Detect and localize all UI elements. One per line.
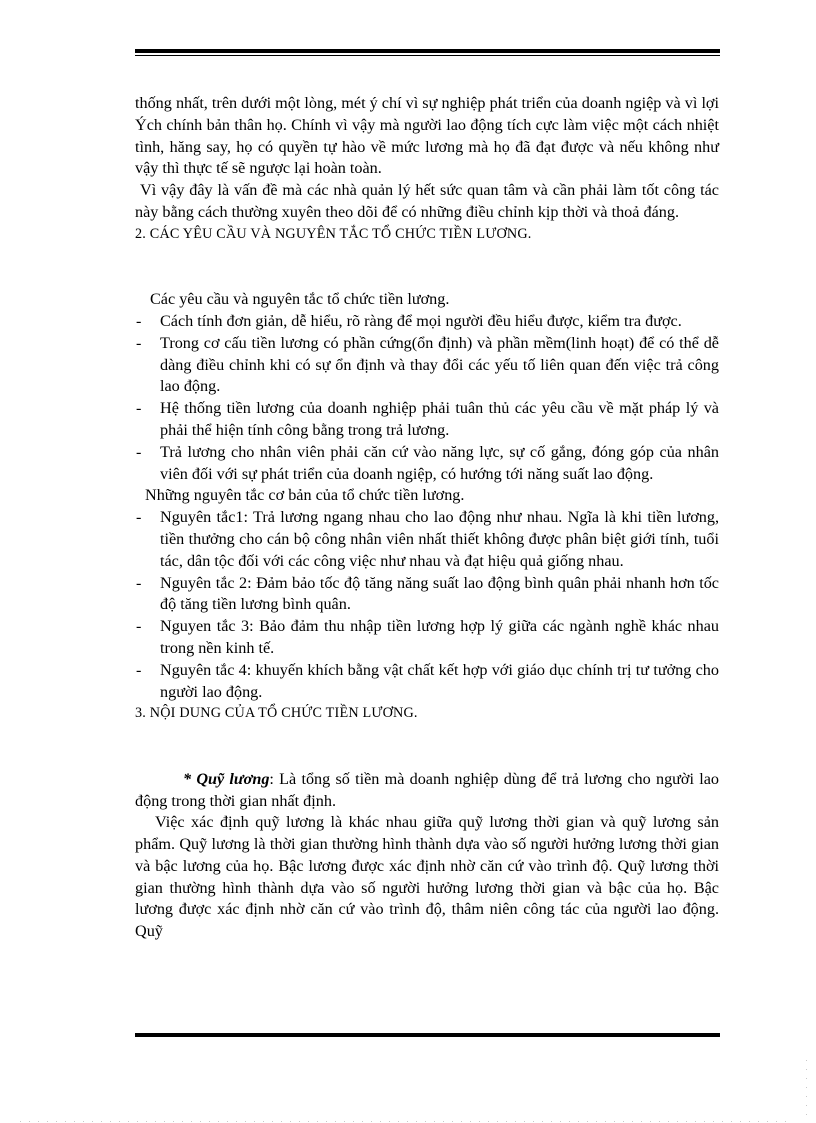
footer-rule xyxy=(135,1031,720,1037)
list-item: - Nguyên tắc 2: Đảm bảo tốc độ tăng năng suất lao động bình quân phải nhanh hơn tốc độ tăng tiền lương bình quân. xyxy=(135,573,719,617)
list-item: - Nguyen tắc 3: Bảo đảm thu nhập tiền lương hợp lý giữa các ngành nghề khác nhau trong nền kinh tế. xyxy=(135,616,719,660)
spacer xyxy=(135,725,719,747)
fund-definition-paragraph xyxy=(135,769,719,813)
header-rule xyxy=(135,47,720,56)
list-item: - Nguyên tắc 4: khuyến khích bằng vật chất kết hợp với giáo dục chính trị tư tưởng cho người lao động. xyxy=(135,660,719,704)
paragraph: Việc xác định quỹ lương là khác nhau giữa quỹ lương thời gian và quỹ lương sản phẩm. Quỹ lương là thời gian thường hình thành dựa vào số người hưởng lương thời gian và bậc lương của họ. Bậc lương được xác định nhờ căn cứ vào trình độ. Quỹ lương thời gian thường hình thành dựa vào số người hưởng lương thời gian và bậc của họ. Bậc lương được xác định nhờ căn cứ vào trình độ, thâm niên công tác của người lao động. Quỹ xyxy=(135,813,719,941)
principles-intro: Những nguyên tắc cơ bản của tổ chức tiền lương. xyxy=(145,486,465,505)
requirements-intro: Các yêu cầu và nguyên tắc tổ chức tiền lương. xyxy=(150,290,450,309)
list-item: - Trả lương cho nhân viên phải căn cứ vào năng lực, sự cố gắng, đóng góp của nhân viên đối với sự phát triển của doanh ngiệp, có hướng tới năng suất lao động. xyxy=(135,442,719,486)
section-2-heading: 2. CÁC YÊU CẦU VÀ NGUYÊN TẮC TỔ CHỨC TIỀN LƯƠNG. xyxy=(135,225,532,242)
list-item: - Cách tính đơn giản, dễ hiểu, rõ ràng để mọi người đều hiểu được, kiểm tra được. xyxy=(135,311,719,333)
paragraph: thống nhất, trên dưới một lòng, mét ý chí vì sự nghiệp phát triển của doanh ngiệp và vì lợi Ých chính bản thân họ. Chính vì vậy mà người lao động tích cực làm việc một cách nhiệt tình, hăng say, họ có quyền tự hào về mức lương mà họ đã đạt được và nếu không như vậy thì thực tế sẽ ngược lại hoàn toàn. xyxy=(135,94,719,178)
principles-list xyxy=(135,507,719,703)
page-edge-dotted-line xyxy=(20,1121,790,1122)
list-item: - Nguyên tắc1: Trả lương ngang nhau cho lao động như nhau. Ngĩa là khi tiền lương, tiền thưởng cho cán bộ công nhân viên nhất thiết không được phân biệt giới tính, tuổi tác, dân tộc đối với các công việc như nhau và đạt hiệu quả giống nhau. xyxy=(135,507,719,572)
fund-term: * Quỹ lương xyxy=(183,769,270,788)
list-item: - Trong cơ cấu tiền lương có phần cứng(ổn định) và phần mềm(linh hoạt) để có thể dễ dàng điều chỉnh khi có sự ổn định và thay đổi các yếu tố liên quan đến việc trả công lao động. xyxy=(135,333,719,398)
page-body xyxy=(135,93,719,943)
page-edge-dotted-column xyxy=(806,1060,807,1120)
list-item: - Hệ thống tiền lương của doanh nghiệp phải tuân thủ các yêu cầu về mặt pháp lý và phải thể hiện tính công bằng trong trả lương. xyxy=(135,398,719,442)
spacer xyxy=(135,246,719,268)
fund-definition: : Là tổng số tiền mà doanh nghiệp dùng để trả lương cho người lao động trong thời gian nhất định. xyxy=(135,769,719,810)
section-3-heading: 3. NỘI DUNG CỦA TỔ CHỨC TIỀN LƯƠNG. xyxy=(135,705,418,722)
paragraph: Vì vậy đây là vấn đề mà các nhà quản lý hết sức quan tâm và cần phải làm tốt công tác này bằng cách thường xuyên theo dõi để có những điều chỉnh kịp thời và thoả đáng. xyxy=(135,181,719,221)
requirements-list xyxy=(135,311,719,485)
